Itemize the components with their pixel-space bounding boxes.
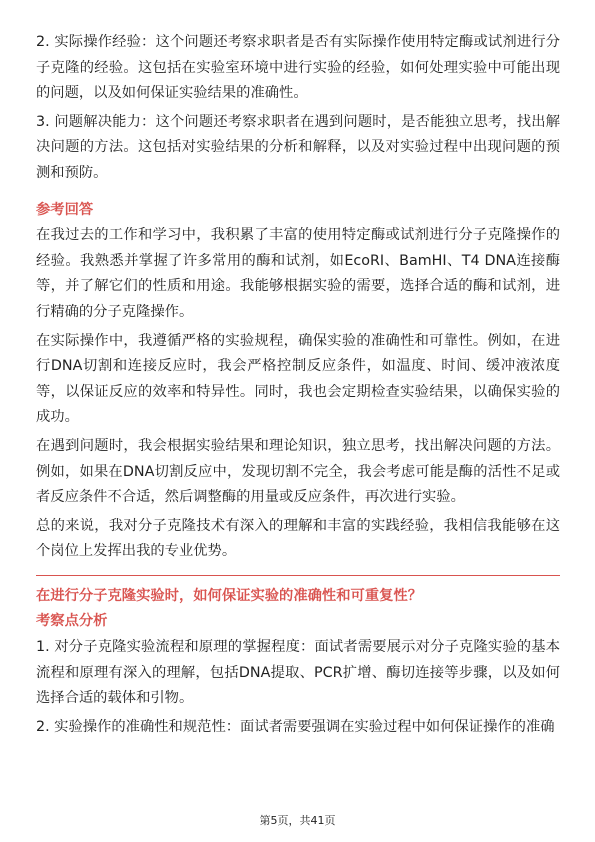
answer-paragraph: 在遇到问题时，我会根据实验结果和理论知识，独立思考，找出解决问题的方法。例如，如果在DNA切割反应中，发现切割不完全，我会考虑可能是酶的活性不足或者反应条件不合适，然后调整酶的用量或反应条件，再次进行实验。 bbox=[36, 437, 560, 506]
page-footer: 第5页，共41页 bbox=[259, 814, 336, 827]
answer-paragraph: 在我过去的工作和学习中，我积累了丰富的使用特定酶或试剂进行分子克隆操作的经验。我熟悉并掌握了许多常用的酶和试剂，如EcoRI、BamHI、T4 DNA连接酶等，并了解它们的性质和用途。我能够根据实验的需要，选择合适的酶和试剂，进行精确的分子克隆操作。 bbox=[36, 227, 560, 320]
analysis-point: 2. 实验操作的准确性和规范性：面试者需要强调在实验过程中如何保证操作的准确 bbox=[36, 718, 555, 735]
point-problem-solving: 3. 问题解决能力：这个问题还考察求职者在遇到问题时，是否能独立思考，找出解决问题的方法。这包括对实验结果的分析和解释，以及对实验过程中出现问题的预测和预防。 bbox=[36, 113, 560, 181]
analysis-heading: 考察点分析 bbox=[36, 613, 108, 630]
answer-paragraph: 在实际操作中，我遵循严格的实验规程，确保实验的准确性和可靠性。例如，在进行DNA切割和连接反应时，我会严格控制反应条件，如温度、时间、缓冲液浓度等，以保证反应的效率和特异性。同时，我也会定期检查实验结果，以确保实验的成功。 bbox=[36, 332, 560, 426]
spacer bbox=[36, 190, 560, 198]
question-heading: 在进行分子克隆实验时，如何保证实验的准确性和可重复性？ bbox=[36, 587, 423, 604]
reference-answer-heading: 参考回答 bbox=[36, 201, 94, 218]
analysis-point: 1. 对分子克隆实验流程和原理的掌握程度：面试者需要展示对分子克隆实验的基本流程和原理有深入的理解，包括DNA提取、PCR扩增、酶切连接等步骤，以及如何选择合适的载体和引物。 bbox=[36, 639, 560, 707]
page-content bbox=[36, 30, 560, 743]
section-divider bbox=[36, 575, 560, 576]
answer-paragraph: 总的来说，我对分子克隆技术有深入的理解和丰富的实践经验，我相信我能够在这个岗位上发挥出我的专业优势。 bbox=[36, 517, 560, 560]
point-practical-experience: 2. 实际操作经验：这个问题还考察求职者是否有实际操作使用特定酶或试剂进行分子克隆的经验。这包括在实验室环境中进行实验的经验，如何处理实验中可能出现的问题，以及如何保证实验结果的准确性。 bbox=[36, 34, 560, 102]
